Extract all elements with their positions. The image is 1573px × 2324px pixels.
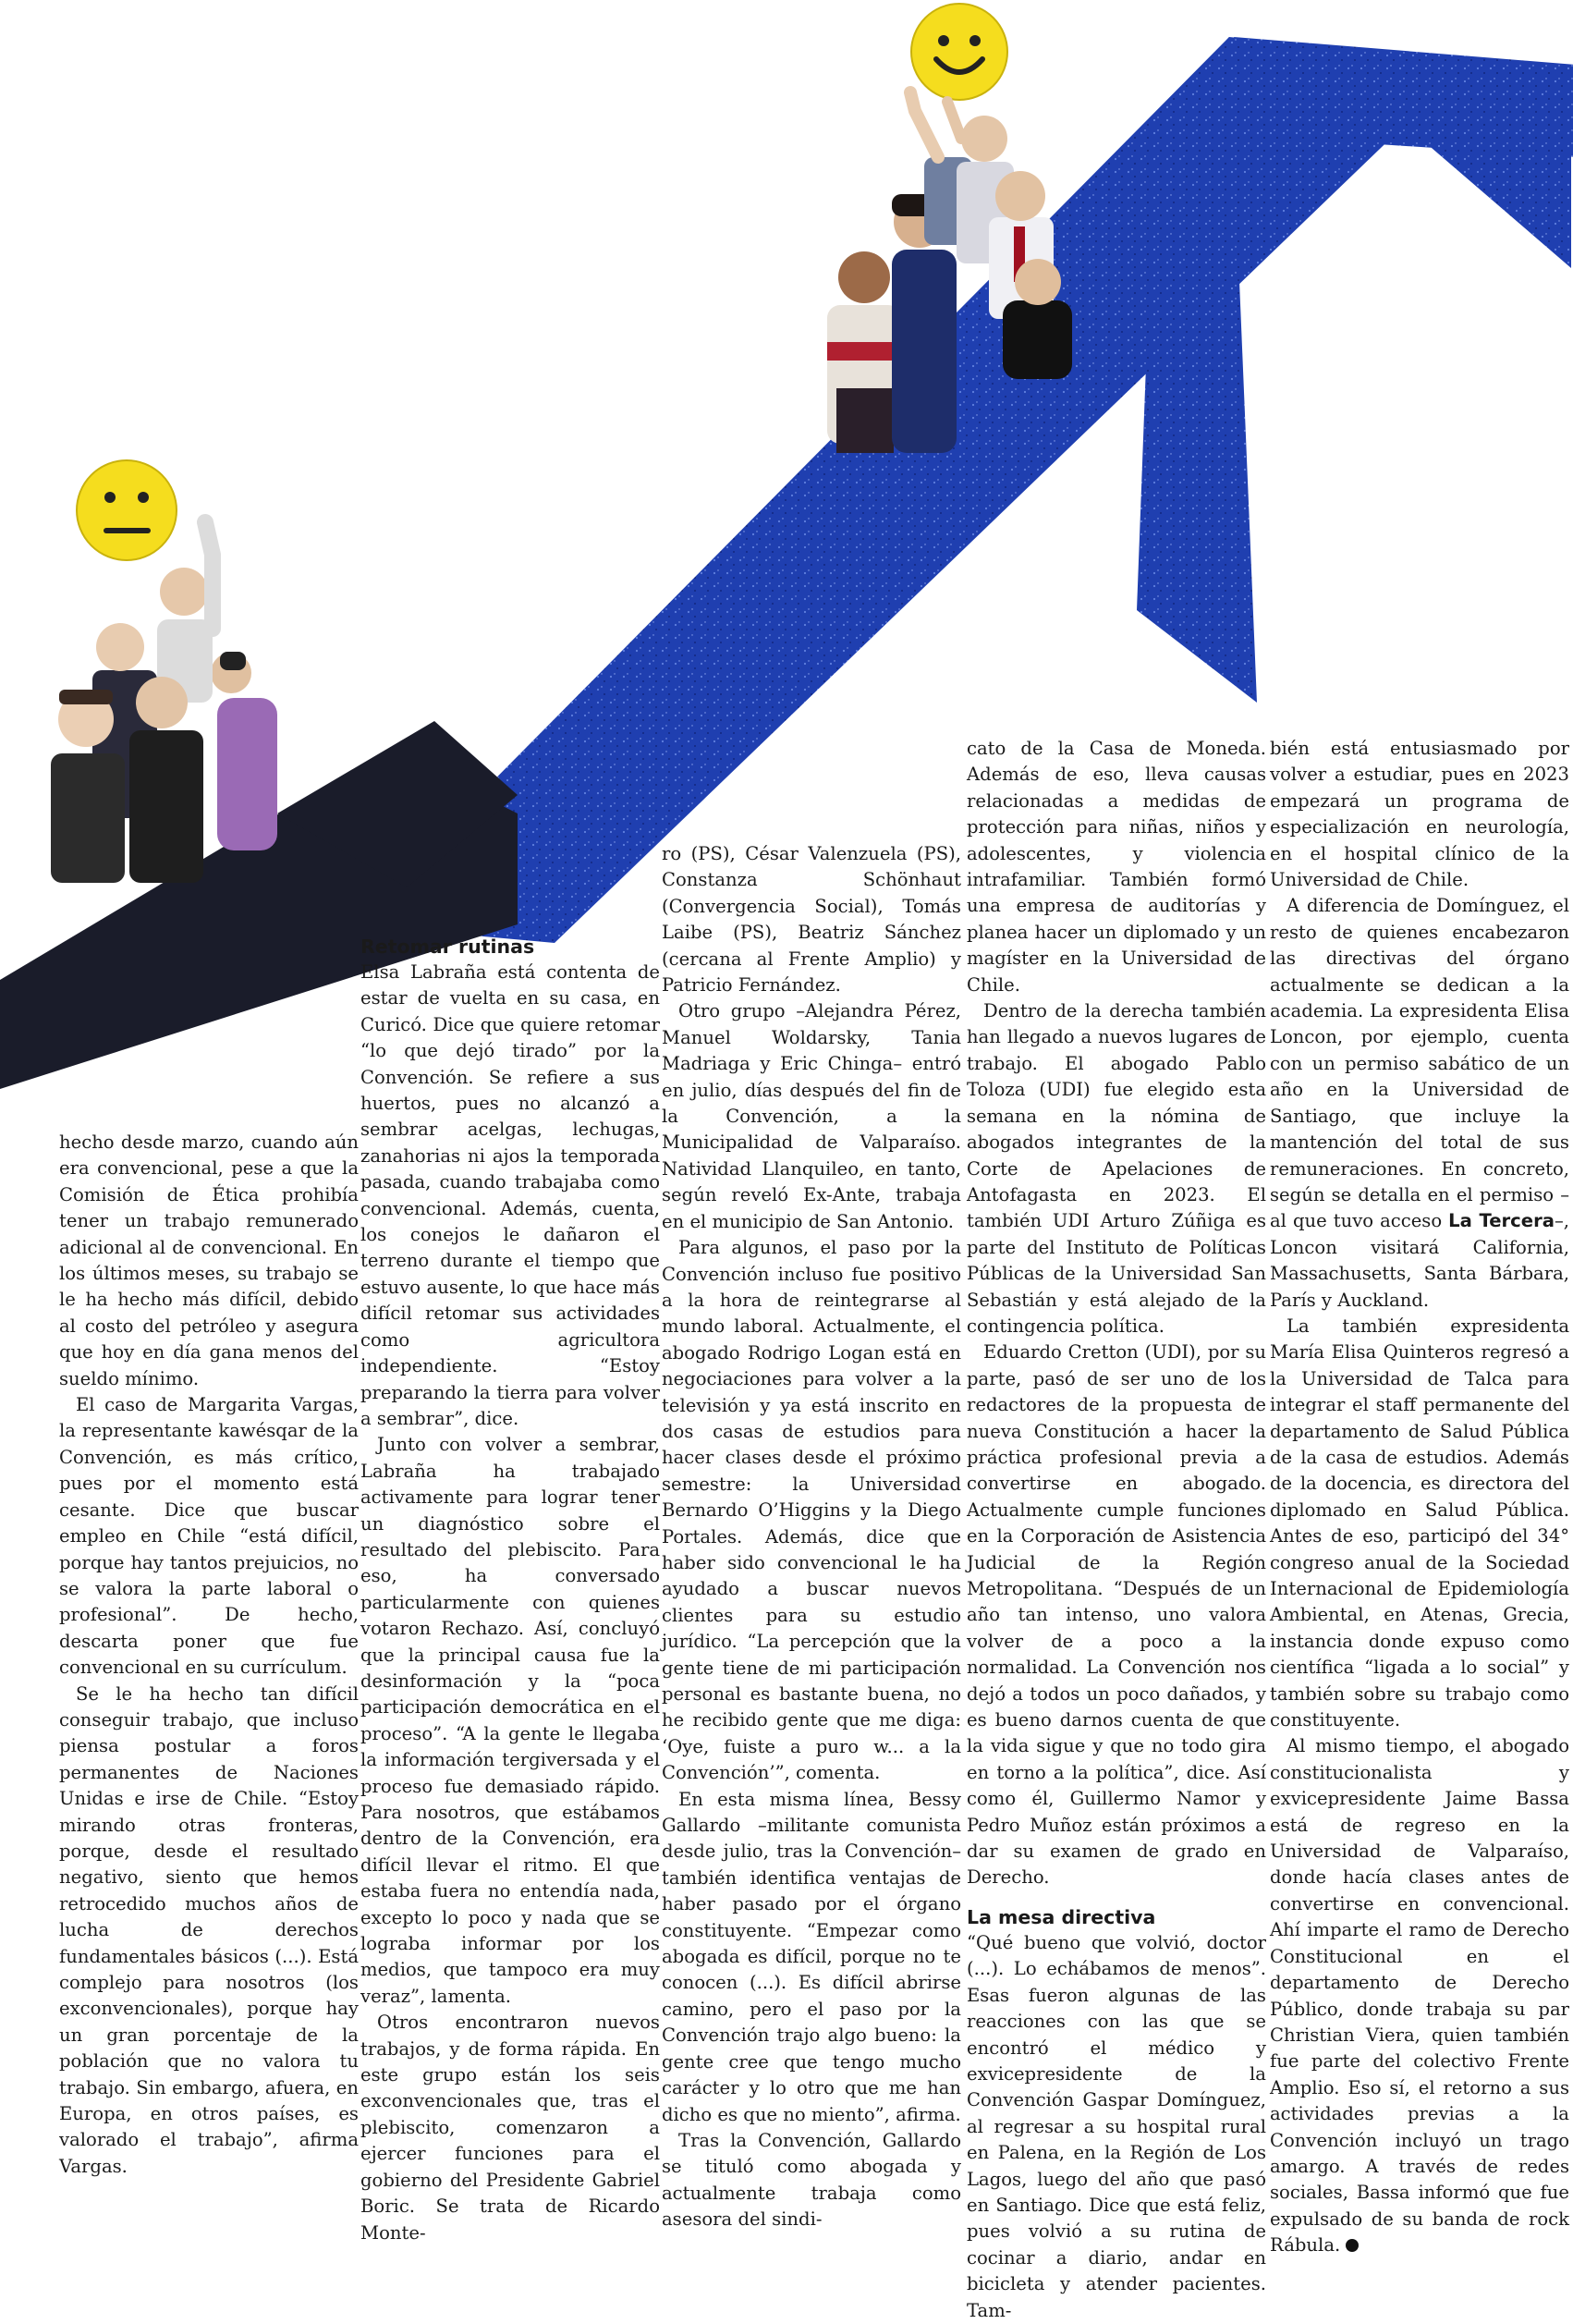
end-of-article-icon <box>1346 2239 1359 2252</box>
paragraph: Dentro de la derecha también han llegado a nuevos lugares de trabajo. El abogado Pablo Toloza (UDI) fue elegido esta semana en la nómina de abogados integrantes de la Corte de Apelaciones de Antofagasta en 2023. El también UDI Arturo Zúñiga es parte del Instituto de Políticas Públicas de la Universidad San Sebastián y está alejado de la contingencia política. <box>967 1000 1266 1337</box>
happy-face-icon <box>911 4 1007 100</box>
paragraph: Otros encontraron nuevos trabajos, y de forma rápida. En este grupo están los seis exconvencionales que, tras el plebiscito, comenzaron a ejercer funciones para el gobierno del Presidente Gabriel Boric. Se trata de Ricardo Monte- <box>360 2012 660 2244</box>
article-column-4 <box>967 736 1266 2324</box>
paragraph-text: Al mismo tiempo, el abogado constitucionalista y exvicepresidente Jaime Bassa está de regreso en la Universidad de Valparaíso, donde hacía clases antes de convertirse en convencional. Ahí imparte el ramo de Derecho Constitucional en el departamento de Derecho Público, donde trabaja su par Christian Viera, quien también fue parte del colectivo Frente Amplio. Eso sí, el retorno a sus actividades previas a la Convención incluyó un trago amargo. A través de redes sociales, Bassa informó que fue expulsado de su banda de rock Rábula. <box>1270 1735 1569 2257</box>
paragraph: Tras la Convención, Gallardo se tituló como abogada y actualmente trabaja como asesora del sindi- <box>662 2129 961 2231</box>
paragraph: Otro grupo –Alejandra Pérez, Manuel Woldarsky, Tania Madriaga y Eric Chinga– entró en julio, días después del fin de la Convención, a la Municipalidad de Valparaíso. Natividad Llanquileo, en tanto, según reveló Ex-Ante, trabaja en el municipio de San Antonio. <box>662 1000 961 1232</box>
paragraph: “Qué bueno que volvió, doctor (...). Lo echábamos de menos”. Esas fueron algunas de las reacciones con las que se encontró el médico y exvicepresidente de la Convención Gaspar Domínguez, al regresar a su hospital rural en Palena, en la Región de Los Lagos, luego del año que pasó en Santiago. Dice que está feliz, pues volvió a su rutina de cocinar a diario, andar en bicicleta y atender pacientes. Tam- <box>967 1931 1266 2321</box>
paragraph: Se le ha hecho tan difícil conseguir trabajo, que incluso piensa postular a foros permanentes de Naciones Unidas e irse de Chile. “Estoy mirando otras fronteras, porque, desde el resultado negativo, siento que hemos retrocedido muchos años de lucha de derechos fundamentales básicos (...). Está complejo para nosotros (los exconvencionales), porque hay un gran porcentaje de la población que no valora tu trabajo. Sin embargo, afuera, en Europa, en otros países, es valorado el trabajo”, afirma Vargas. <box>59 1682 359 2177</box>
paragraph: ro (PS), César Valenzuela (PS), Constanza Schönhaut (Convergencia Social), Tomás Laibe (PS), Beatriz Sánchez (cercana al Frente Amplio) y Patricio Fernández. <box>662 843 961 997</box>
article-column-2 <box>360 934 660 2246</box>
paragraph: hecho desde marzo, cuando aún era convencional, pese a que la Comisión de Ética prohibía tener un trabajo remunerado adicional al de convencional. En los últimos meses, su trabajo se le ha hecho más difícil, debido al costo del petróleo y asegura que hoy en día gana menos del sueldo mínimo. <box>59 1131 359 1389</box>
paragraph: El caso de Margarita Vargas, la representante kawésqar de la Convención, es más crítico, pues por el momento está cesante. Dice que buscar empleo en Chile “está difícil, porque hay tantos prejuicios, no se valora la parte laboral o profesional”. De hecho, descarta poner que fue convencional en su currículum. <box>59 1394 359 1679</box>
paragraph: cato de la Casa de Moneda. Además de eso, lleva causas relacionadas a medidas de protección para niñas, niños y adolescentes, y violencia intrafamiliar. También formó una empresa de auditorías y planea hacer un diplomado y un magíster en la Universidad de Chile. <box>967 738 1266 996</box>
source-name: La Tercera <box>1448 1210 1555 1232</box>
paragraph-text: –, Loncon visitará California, Massachusetts, Santa Bárbara, París y Auckland. <box>1270 1210 1570 1311</box>
paragraph: En esta misma línea, Bessy Gallardo –militante comunista desde julio, tras la Convención– también identifica ventajas de haber pasado por el órgano constituyente. “Empezar como abogada es difícil, porque no te conocen (...). Es difícil abrirse camino, pero el paso por la Convención trajo algo bueno: la gente cree que tengo mucho carácter y lo otro que me han dicho es que no miento”, afirma. <box>662 1788 961 2125</box>
article-column-5 <box>1270 736 1569 2259</box>
section-heading-retomar-rutinas: Retomar rutinas <box>360 936 535 958</box>
neutral-face-icon <box>77 460 177 560</box>
paragraph: Elsa Labraña está contenta de estar de vuelta en su casa, en Curicó. Dice que quiere retomar “lo que dejó tirado” por la Convención. Se refiere a sus huertos, pues no alcanzó a sembrar acelgas, lechugas, zanahorias ni ajos la temporada pasada, cuando trabajaba como convencional. Además, cuenta, los conejos le dañaron el terreno durante el tiempo que estuvo ausente, lo que hace más difícil retomar sus actividades como agricultora independiente. “Estoy preparando la tierra para volver a sembrar”, dice. <box>360 961 660 1429</box>
article-column-3 <box>662 841 961 2233</box>
former-delegates-group-low <box>51 522 277 883</box>
paragraph: La también expresidenta María Elisa Quinteros regresó a la Universidad de Talca para integrar el staff permanente del departamento de Salud Pública de la casa de estudios. Además de la docencia, es directora del diplomado en Salud Pública. Antes de eso, participó del 34° congreso anual de la Sociedad Internacional de Epidemiología Ambiental, en Atenas, Grecia, instancia donde expuso como científica “ligada a lo social” y también sobre su trabajo como constituyente. <box>1270 1315 1569 1731</box>
paragraph: Eduardo Cretton (UDI), por su parte, pasó de ser uno de los redactores de la propuesta de nueva Constitución a hacer la práctica profesional previa a convertirse en abogado. Actualmente cumple funciones en la Corporación de Asistencia Judicial de la Región Metropolitana. “Después de un año tan intenso, uno valora volver de a poco a la normalidad. La Convención nos dejó a todos un poco dañados, y es bueno darnos cuenta de que la vida sigue y que no todo gira en torno a la política”, dice. Así como él, Guillermo Namor y Pedro Muñoz están próximos a dar su examen de grado en Derecho. <box>967 1341 1266 1889</box>
section-heading-la-mesa-directiva: La mesa directiva <box>967 1905 1156 1928</box>
paragraph <box>1270 1733 1569 2258</box>
paragraph: Para algunos, el paso por la Convención incluso fue positivo a la hora de reintegrarse al mundo laboral. Actualmente, el abogado Rodrigo Logan está en negociaciones para volver a la televisión y ya está inscrito en dos casas de estudios para hacer clases desde el próximo semestre: la Universidad Bernardo O’Higgins y la Diego Portales. Además, dice que haber sido convencional le ha ayudado a buscar nuevos clientes para su estudio jurídico. “La percepción que la gente tiene de mi participación personal es bastante buena, no he recibido gente que me diga: ‘Oye, fuiste a puro w... a la Convención’”, comenta. <box>662 1237 961 1784</box>
paragraph <box>1270 893 1569 1314</box>
paragraph: Junto con volver a sembrar, Labraña ha trabajado activamente para lograr tener un diagnóstico sobre el resultado del plebiscito. Para eso, ha conversado particularmente con quienes votaron Rechazo. Así, concluyó que la principal causa fue la desinformación y la “poca participación democrática en el proceso”. “A la gente le llegaba la información tergiversada y el proceso fue demasiado rápido. Para nosotros, que estábamos dentro de la Convención, era difícil llevar el ritmo. El que estaba fuera no entendía nada, excepto lo poco y nada que se lograba informar por los medios, que tampoco era muy veraz”, lamenta. <box>360 1434 660 2007</box>
article-column-1 <box>59 1130 359 2180</box>
paragraph: bién está entusiasmado por volver a estudiar, pues en 2023 empezará un programa de especialización en neurología, en el hospital clínico de la Universidad de Chile. <box>1270 738 1569 891</box>
paragraph-text: A diferencia de Domínguez, el resto de quienes encabezaron las directivas del órgano actualmente se dedican a la academia. La expresidenta Elisa Loncon, por ejemplo, cuenta con un permiso sabático de un año en la Universidad de Santiago, que incluye la mantención del total de sus remuneraciones. En concreto, según se detalla en el permiso –al que tuvo acceso <box>1270 895 1569 1232</box>
